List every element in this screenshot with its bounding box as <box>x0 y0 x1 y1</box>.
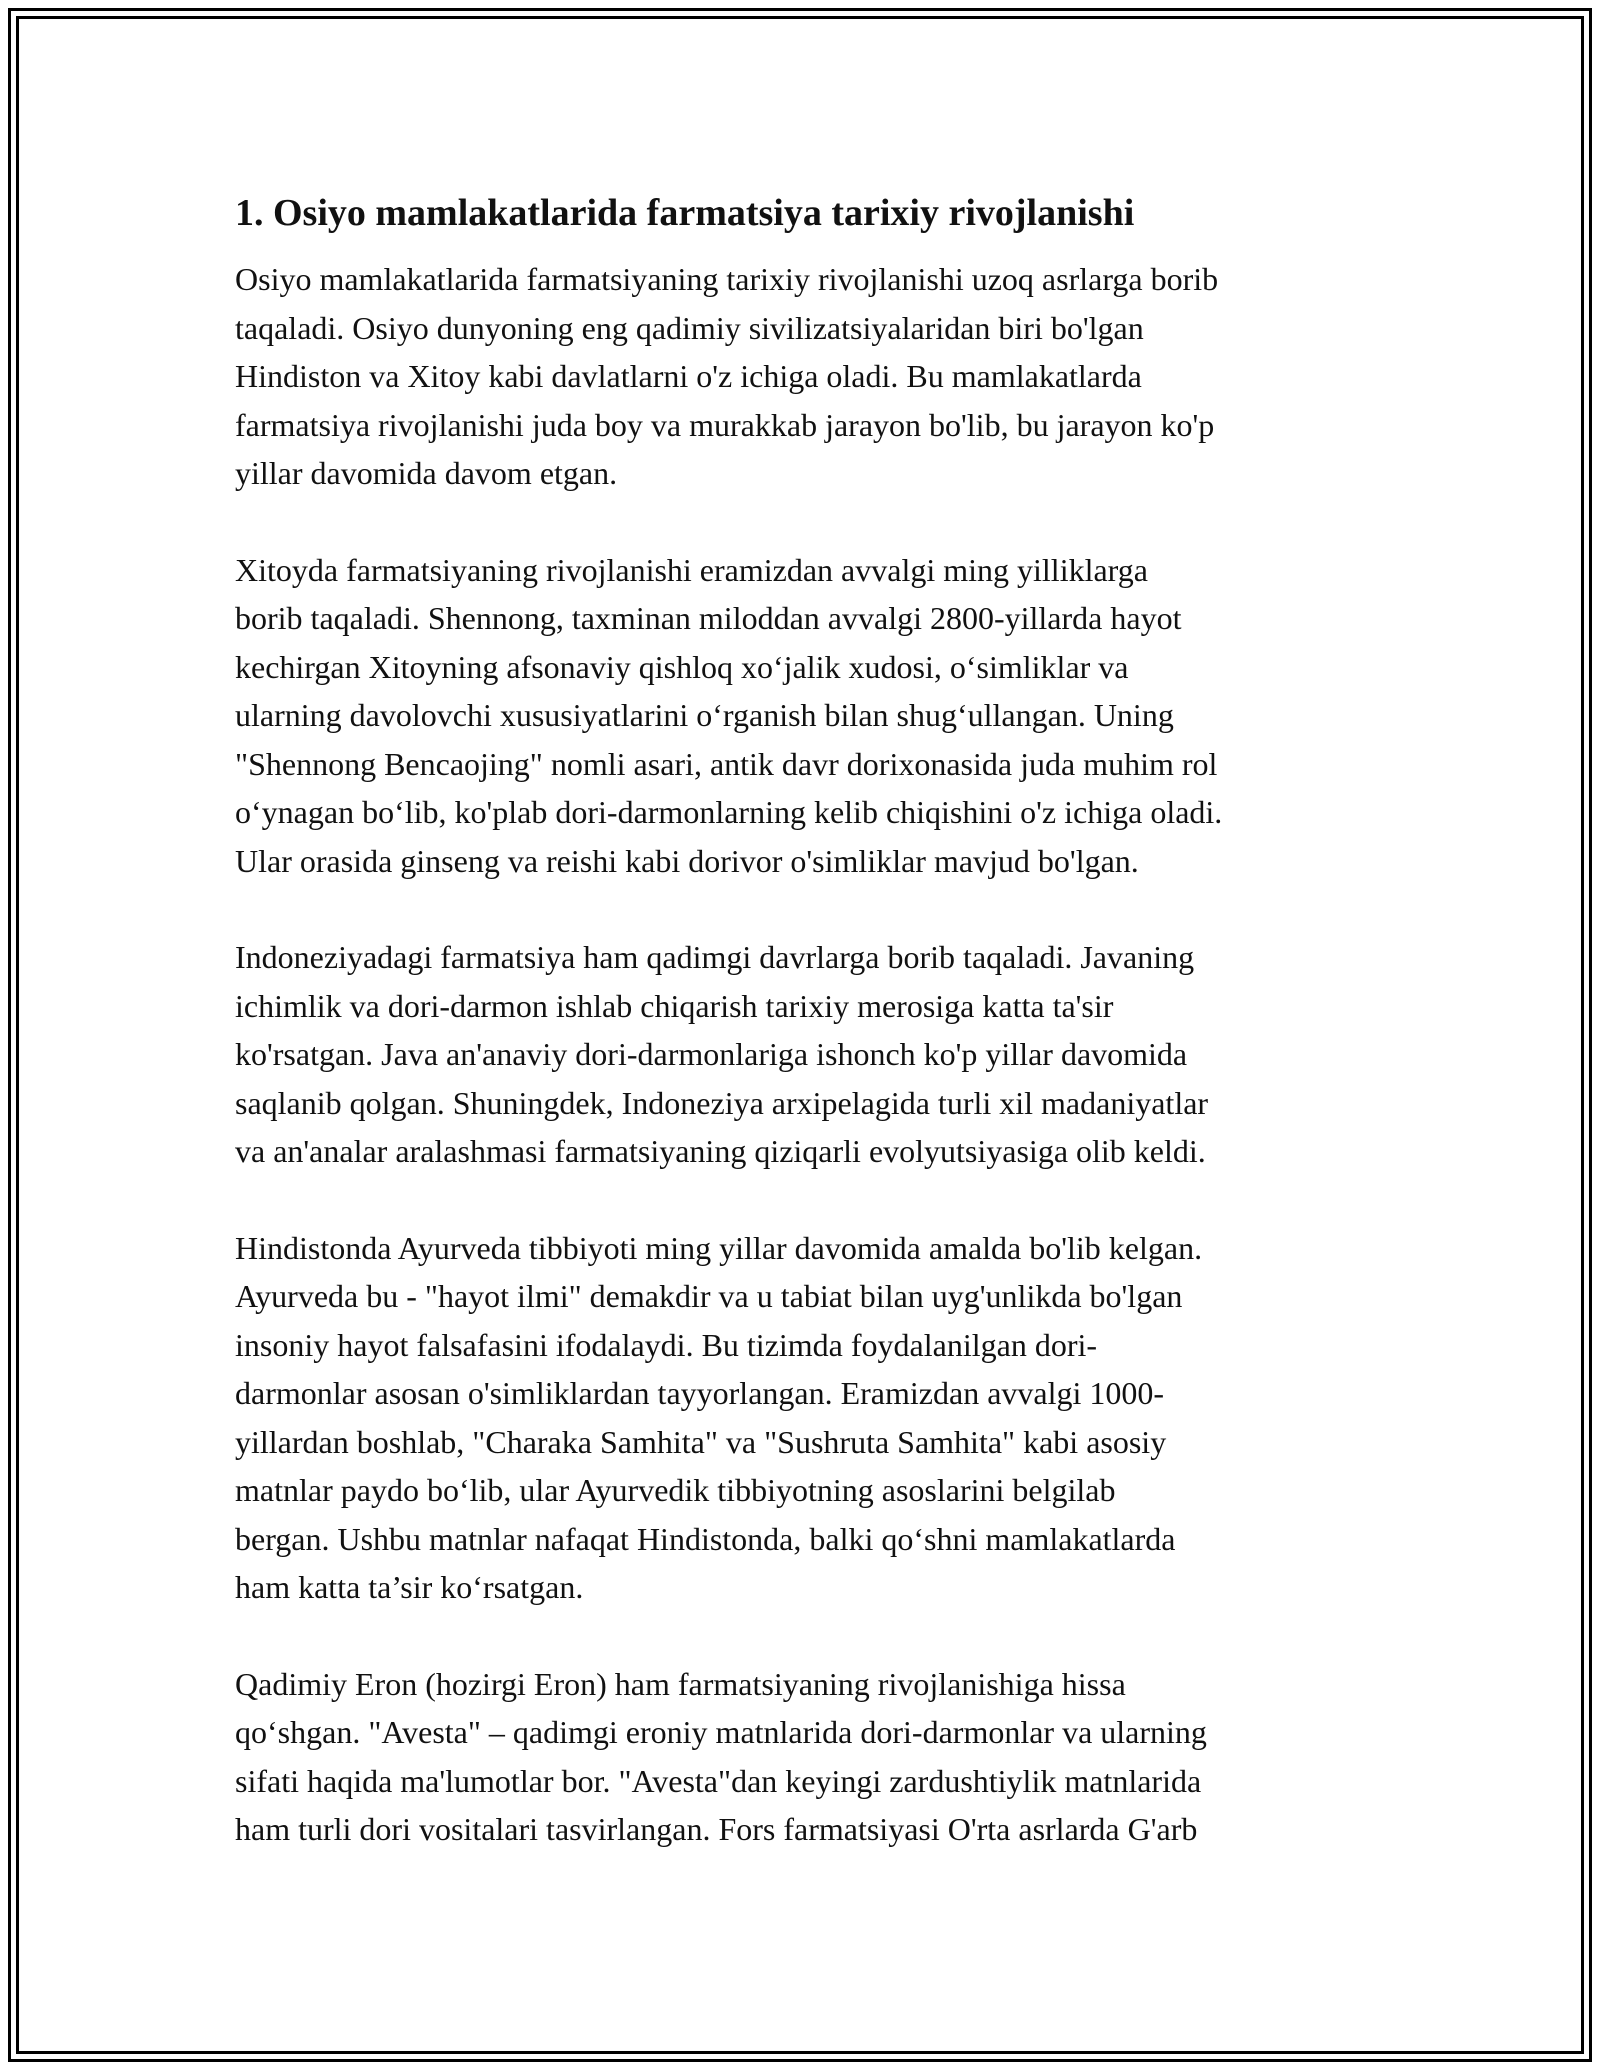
text-line: taqaladi. Osiyo dunyoning eng qadimiy sivilizatsiyalaridan biri bo'lgan <box>235 309 1144 346</box>
text-line: Hindiston va Xitoy kabi davlatlarni o'z ichiga oladi. Bu mamlakatlarda <box>235 358 1142 394</box>
paragraph-indoneziya <box>235 933 1385 1176</box>
text-line: darmonlar asosan o'simliklardan tayyorlangan. Eramizdan avvalgi 1000- <box>235 1375 1165 1411</box>
text-line: Ayurveda bu - "hayot ilmi" demakdir va u tabiat bilan uyg'unlikda bo'lgan <box>235 1278 1183 1314</box>
text-line: ichimlik va dori-darmon ishlab chiqarish tarixiy merosiga katta ta'sir <box>235 987 1114 1024</box>
text-line: bergan. Ushbu matnlar nafaqat Hindistonda, balki qo‘shni mamlakatlarda <box>235 1520 1176 1557</box>
text-line: Indoneziyadagi farmatsiya ham qadimgi davrlarga borib taqaladi. Javaning <box>235 939 1195 975</box>
text-line: ko'rsatgan. Java an'anaviy dori-darmonlariga ishonch ko'p yillar davomida <box>235 1036 1188 1072</box>
text-line: "Shennong Bencaojing" nomli asari, antik davr dorixonasida juda muhim rol <box>235 745 1218 782</box>
paragraph-osiyo-intro <box>235 255 1385 498</box>
text-line: saqlanib qolgan. Shuningdek, Indoneziya arxipelagida turli xil madaniyatlar <box>235 1084 1209 1121</box>
text-line: qo‘shgan. "Avesta" – qadimgi eroniy matnlarida dori-darmonlar va ularning <box>235 1714 1207 1750</box>
text-line: Qadimiy Eron (hozirgi Eron) ham farmatsiyaning rivojlanishiga hissa <box>235 1665 1126 1702</box>
text-line: Xitoyda farmatsiyaning rivojlanishi eramizdan avvalgi ming yilliklarga <box>235 551 1148 588</box>
paragraph-eron <box>235 1660 1385 1854</box>
document-body <box>235 185 1385 1902</box>
text-line: Ular orasida ginseng va reishi kabi dorivor o'simliklar mavjud bo'lgan. <box>235 842 1139 879</box>
text-line: yillar davomida davom etgan. <box>235 455 618 491</box>
text-line: o‘ynagan bo‘lib, ko'plab dori-darmonlarning kelib chiqishini o'z ichiga oladi. <box>235 794 1223 830</box>
text-line: yillardan boshlab, "Charaka Samhita" va "Sushruta Samhita" kabi asosiy <box>235 1423 1167 1460</box>
text-line: insoniy hayot falsafasini ifodalaydi. Bu tizimda foydalanilgan dori- <box>235 1326 1098 1363</box>
paragraph-hindiston <box>235 1224 1385 1612</box>
text-line: va an'analar aralashmasi farmatsiyaning qiziqarli evolyutsiyasiga olib keldi. <box>235 1133 1206 1169</box>
text-line: Hindistonda Ayurveda tibbiyoti ming yillar davomida amalda bo'lib kelgan. <box>235 1229 1203 1266</box>
text-line: matnlar paydo bo‘lib, ular Ayurvedik tibbiyotning asoslarini belgilab <box>235 1472 1116 1508</box>
text-line: ham katta ta’sir ko‘rsatgan. <box>235 1569 584 1605</box>
text-line: sifati haqida ma'lumotlar bor. "Avesta"dan keyingi zardushtiylik matnlarida <box>235 1762 1202 1799</box>
page-title: 1. Osiyo mamlakatlarida farmatsiya tarixiy rivojlanishi <box>235 192 1135 234</box>
text-line: kechirgan Xitoyning afsonaviy qishloq xo‘jalik xudosi, o‘simliklar va <box>235 648 1129 685</box>
text-line: Osiyo mamlakatlarida farmatsiyaning tarixiy rivojlanishi uzoq asrlarga borib <box>235 261 1219 297</box>
text-line: borib taqaladi. Shennong, taxminan miloddan avvalgi 2800-yillarda hayot <box>235 600 1182 636</box>
text-line: farmatsiya rivojlanishi juda boy va murakkab jarayon bo'lib, bu jarayon ko'p <box>235 406 1215 443</box>
text-line: ham turli dori vositalari tasvirlangan. Fors farmatsiyasi O'rta asrlarda G'arb <box>235 1811 1198 1847</box>
paragraph-xitoy <box>235 546 1385 886</box>
text-line: ularning davolovchi xususiyatlarini o‘rganish bilan shug‘ullangan. Uning <box>235 697 1174 733</box>
